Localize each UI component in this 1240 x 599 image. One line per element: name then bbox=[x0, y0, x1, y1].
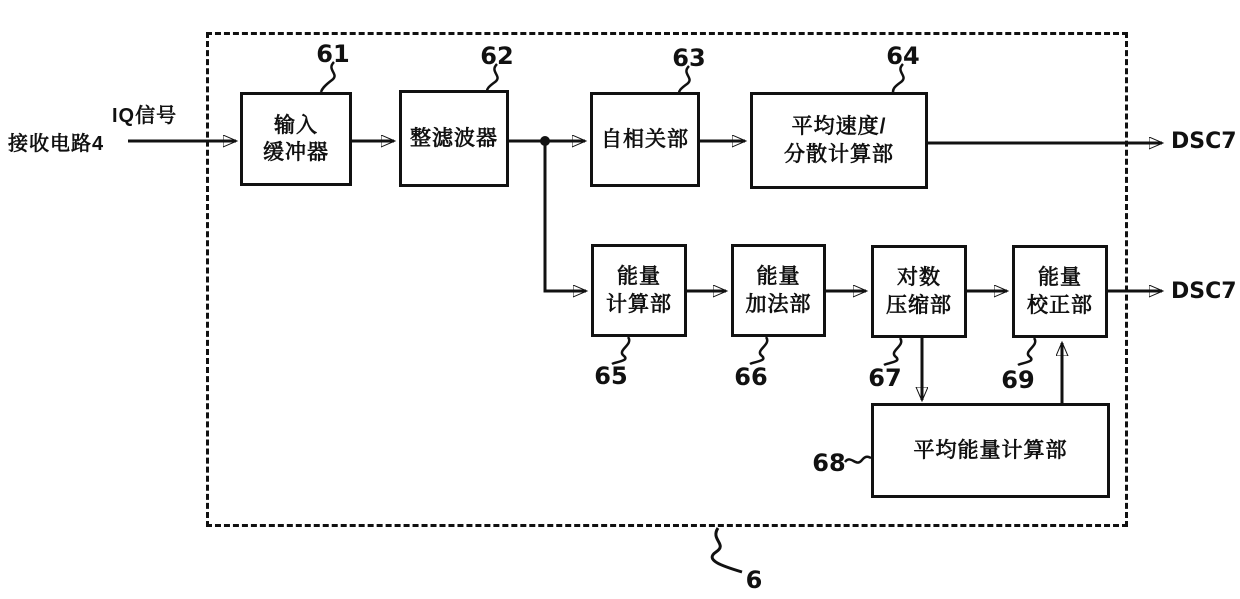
block-64-line1: 平均速度/ bbox=[791, 115, 887, 139]
block-69-line2: 校正部 bbox=[1027, 293, 1093, 317]
output-label-dsc7-top: DSC7 bbox=[1171, 129, 1237, 154]
ref-69: 69 bbox=[1001, 366, 1035, 394]
block-61-line2: 缓冲器 bbox=[263, 141, 329, 164]
block-65-line2: 计算部 bbox=[606, 292, 672, 316]
ref-63: 63 bbox=[672, 44, 706, 72]
block-62-line1: 整滤波器 bbox=[410, 126, 498, 150]
block-61-line1: 输入 bbox=[274, 113, 318, 137]
block-68-line1: 平均能量计算部 bbox=[913, 438, 1068, 462]
block-69-energy-correction bbox=[1012, 245, 1108, 338]
ref-6-system: 6 bbox=[745, 566, 763, 594]
block-65-line1: 能量 bbox=[617, 265, 661, 289]
block-67-line1: 对数 bbox=[897, 266, 941, 290]
block-64-line2: 分散计算部 bbox=[784, 142, 894, 166]
block-66-line1: 能量 bbox=[756, 265, 801, 289]
block-62-filter bbox=[399, 90, 509, 187]
block-67-log-compression bbox=[871, 245, 967, 338]
ref-68: 68 bbox=[812, 449, 846, 477]
block-61-input-buffer bbox=[240, 92, 352, 186]
block-63-line1: 自相关部 bbox=[601, 127, 689, 151]
block-68-average-energy-calc bbox=[871, 403, 1110, 498]
block-69-line1: 能量 bbox=[1038, 266, 1082, 290]
block-66-line2: 加法部 bbox=[745, 292, 812, 316]
input-source-label: 接收电路4 bbox=[8, 133, 105, 155]
block-65-energy-calc bbox=[591, 244, 687, 337]
leader-ref-6 bbox=[712, 528, 742, 572]
ref-65: 65 bbox=[594, 362, 628, 390]
input-signal-label: IQ信号 bbox=[112, 105, 178, 127]
ref-66: 66 bbox=[734, 363, 768, 391]
ref-62: 62 bbox=[480, 42, 514, 70]
block-67-line2: 压缩部 bbox=[886, 293, 952, 317]
output-label-dsc7-bottom: DSC7 bbox=[1171, 279, 1237, 304]
block-66-energy-adder bbox=[731, 244, 826, 337]
ref-64: 64 bbox=[886, 42, 920, 70]
ref-67: 67 bbox=[868, 364, 902, 392]
block-63-autocorrelation bbox=[590, 92, 700, 187]
block-64-average-variance-calc bbox=[750, 92, 928, 189]
ref-61: 61 bbox=[316, 40, 350, 68]
